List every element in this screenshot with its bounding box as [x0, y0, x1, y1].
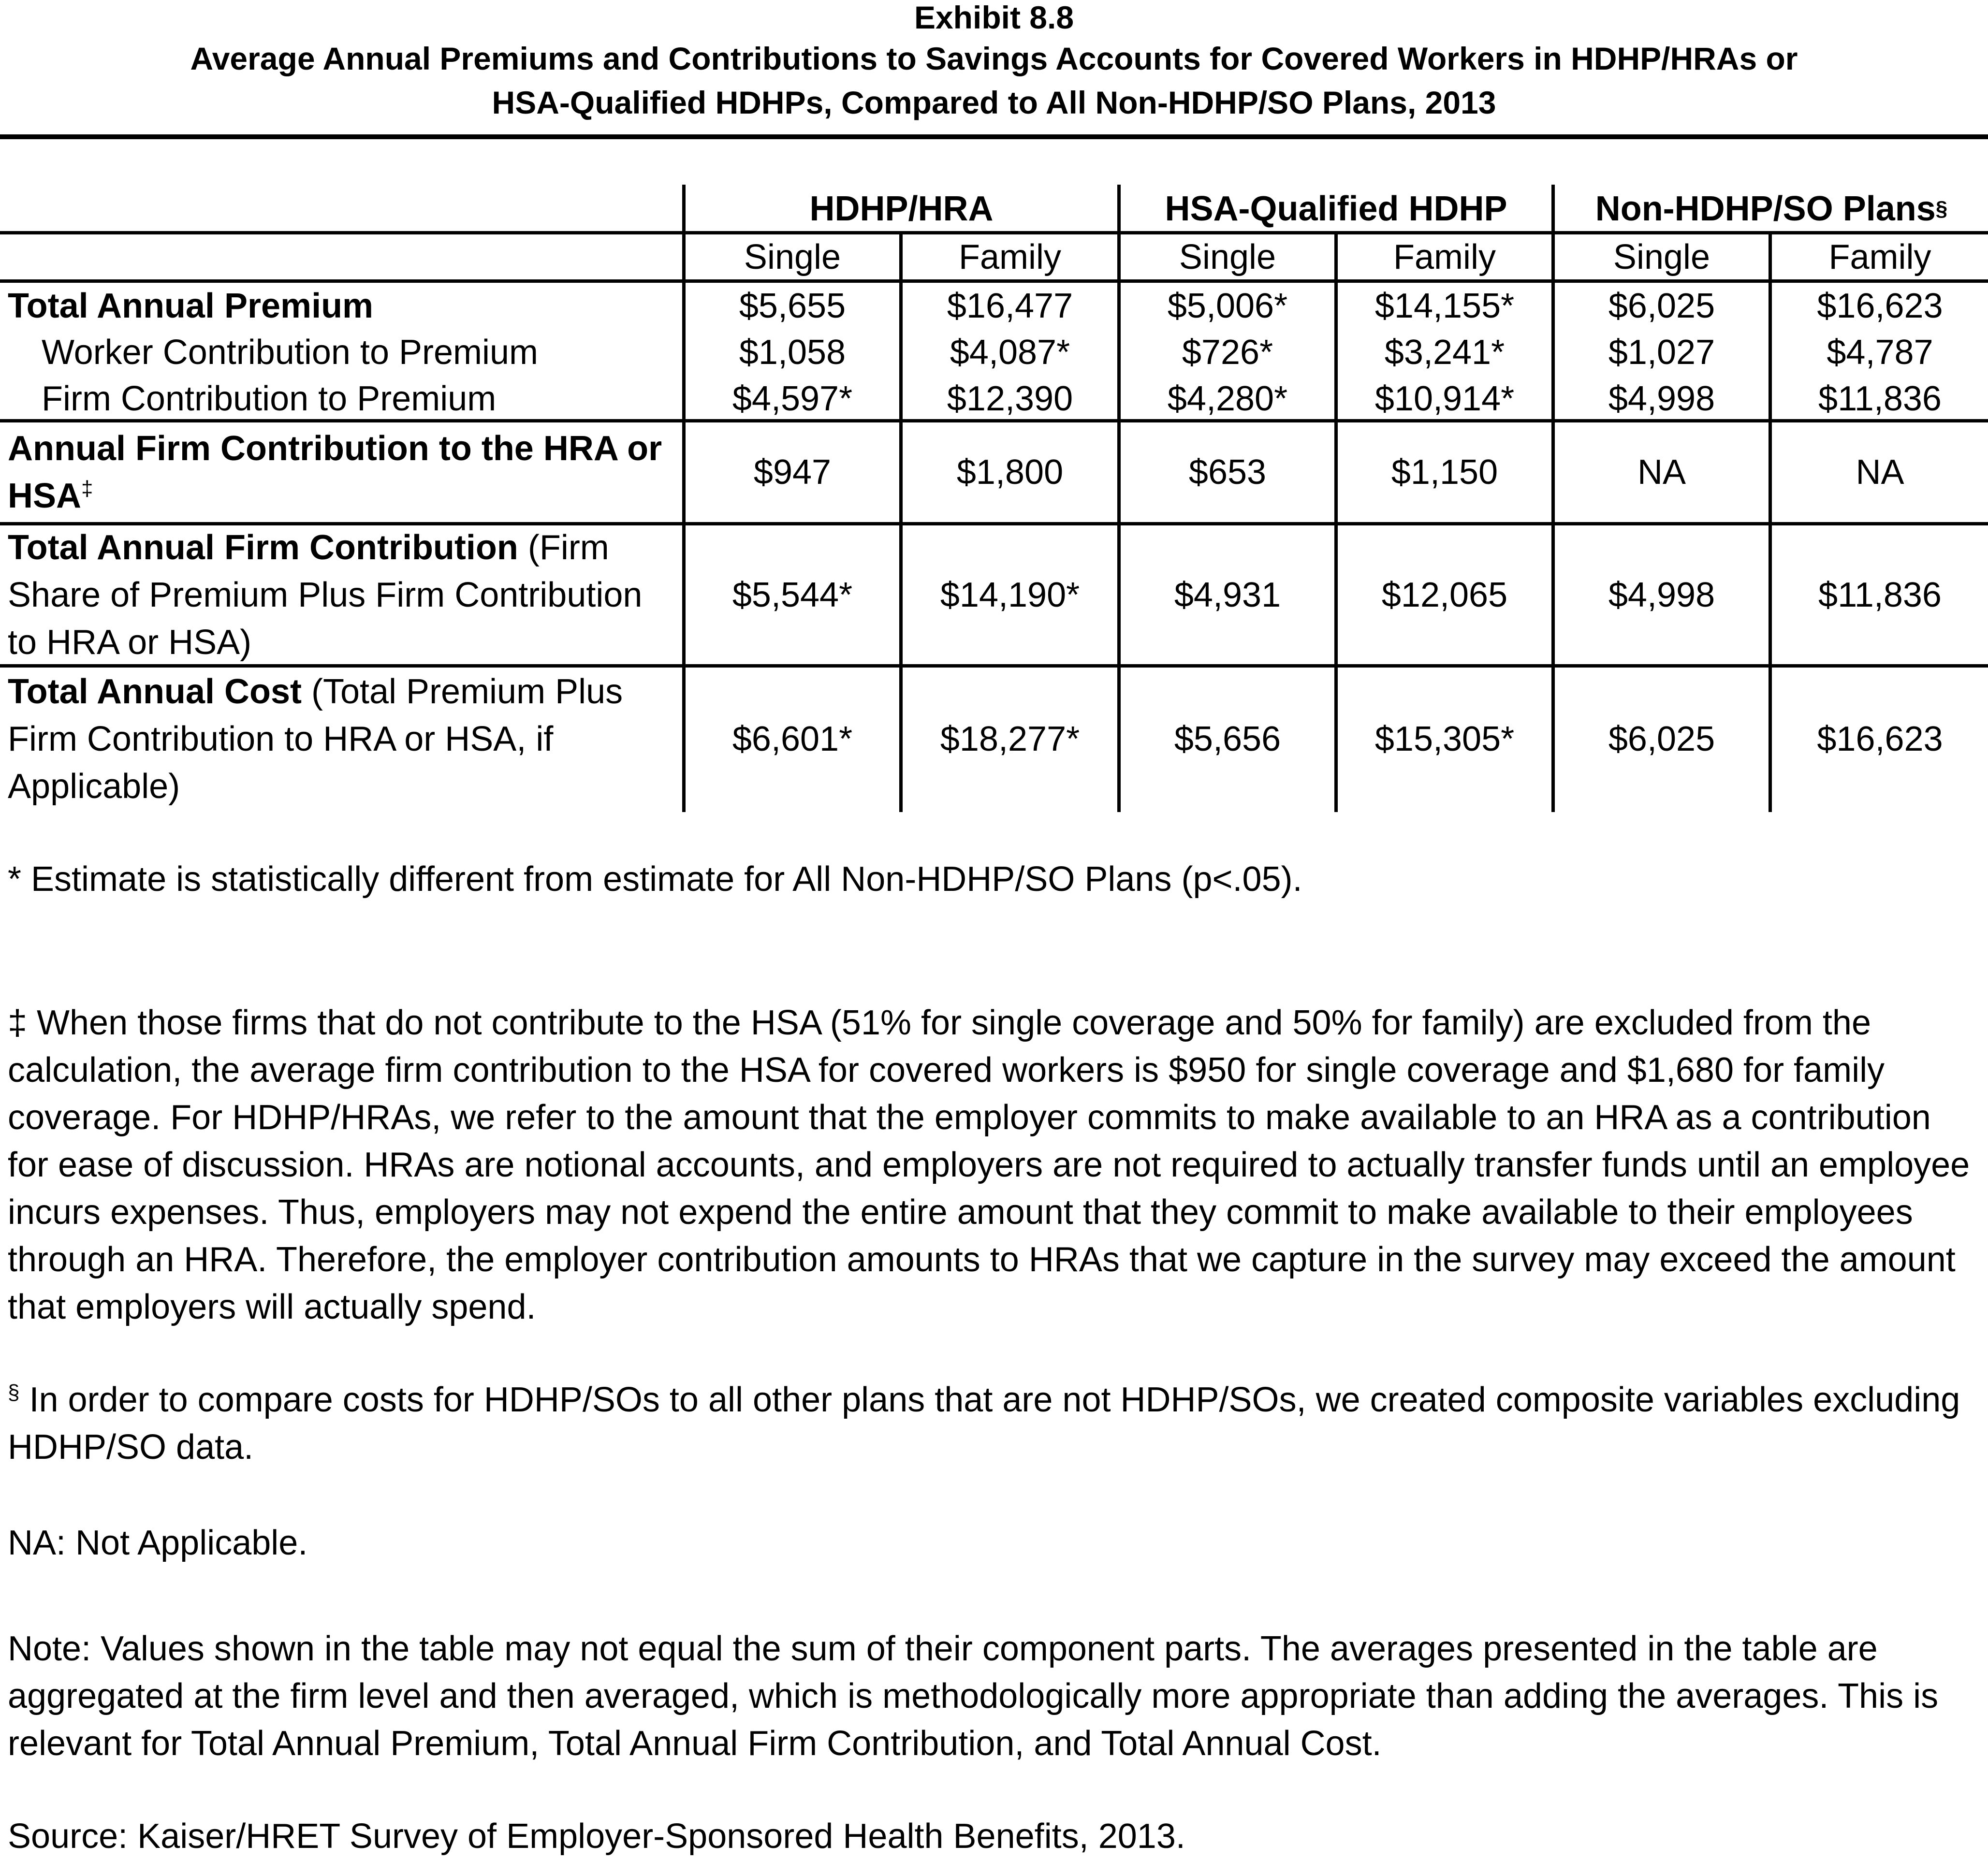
exhibit-number: Exhibit 8.8 [914, 0, 1074, 35]
table-cell: $12,390 [947, 379, 1073, 418]
table-cell: $16,477 [947, 287, 1073, 325]
table-cell: $5,656 [1174, 719, 1281, 758]
footnote-section: § In order to compare costs for HDHP/SOs to all other plans that are not HDHP/SOs, we created composite variables excluding HDHP/SO data. [8, 1380, 1960, 1467]
row-label-firm-contribution: Firm Contribution to Premium [42, 379, 497, 418]
table-divider-col-3 [1334, 231, 1338, 812]
row-label-total-premium: Total Annual Premium [8, 287, 374, 325]
exhibit-title-line-2: HSA-Qualified HDHPs, Compared to All Non-HDHP/SO Plans, 2013 [492, 85, 1496, 120]
table-rule-header [0, 231, 1988, 234]
table-cell: $16,623 [1817, 287, 1943, 325]
table-cell: $12,065 [1381, 575, 1508, 614]
subheader-hsa-single: Single [1179, 237, 1276, 276]
table-divider-label [682, 185, 686, 812]
footnote-asterisk: * Estimate is statistically different from estimate for All Non-HDHP/SO Plans (p<.05). [8, 860, 1302, 899]
table-cell: $4,280* [1167, 379, 1288, 418]
table-cell: $5,544* [732, 575, 853, 614]
table-cell: $4,998 [1608, 575, 1715, 614]
premiums-table [0, 179, 1988, 807]
table-cell: $4,931 [1174, 575, 1281, 614]
title-divider [0, 134, 1988, 139]
table-cell: $14,190* [940, 575, 1080, 614]
subheader-hdhp-hra-single: Single [744, 237, 841, 276]
table-divider-col-2 [1117, 185, 1121, 812]
subheader-non-hdhp-family: Family [1828, 237, 1931, 276]
table-cell: $5,655 [739, 287, 846, 325]
footnote-note: Note: Values shown in the table may not equal the sum of their component parts. The averages presented in the table are aggregated at the firm level and then averaged, which is methodologically more appropriate than adding the averages. This is relevant for Total Annual Premium, Total Annual Firm Contribution, and Total Annual Cost. [8, 1629, 1939, 1763]
table-cell: $653 [1188, 453, 1267, 492]
row-label-total-firm-contribution: Total Annual Firm Contribution (Firm Share of Premium Plus Firm Contribution to HRA or HSA) [8, 528, 643, 662]
table-cell: $5,006* [1167, 287, 1288, 325]
group-header-hdhp-hra: HDHP/HRA [809, 189, 994, 228]
exhibit-title-line-1: Average Annual Premiums and Contributions to Savings Accounts for Covered Workers in HDHP/HRAs or [190, 41, 1798, 76]
table-cell: $11,836 [1818, 575, 1942, 614]
table-cell: $947 [753, 453, 832, 492]
footnote-na: NA: Not Applicable. [8, 1524, 308, 1562]
table-cell: $10,914* [1374, 379, 1515, 418]
group-header-non-hdhp-label: Non-HDHP/SO Plans [1595, 189, 1936, 228]
table-cell: $1,800 [956, 453, 1064, 492]
table-cell: $3,241* [1384, 333, 1505, 372]
subheader-non-hdhp-single: Single [1613, 237, 1710, 276]
table-cell: $11,836 [1818, 379, 1942, 418]
table-cell: NA [1856, 453, 1904, 492]
footnote-double-dagger: ‡ When those firms that do not contribute to the HSA (51% for single coverage and 50% for family) are excluded from the calculation, the average firm contribution to the HSA for covered workers is $950 for single coverage and $1,680 for family coverage. For HDHP/HRAs, we refer to the amount that the employer commits to make available to an HRA as a contribution for ease of discussion. HRAs are notional accounts, and employers are not required to actually transfer funds until an employee incurs expenses. Thus, employers may not expend the entire amount that they commit to make available to their employees through an HRA. Therefore, the employer contribution amounts to HRAs that we capture in the survey may exceed the amount that employers will actually spend. [8, 1003, 1970, 1326]
table-cell: $726* [1182, 333, 1273, 372]
table-cell: $6,025 [1608, 287, 1715, 325]
table-divider-col-4 [1551, 185, 1555, 812]
row-label-worker-contribution: Worker Contribution to Premium [42, 333, 539, 372]
table-cell: $18,277* [940, 719, 1080, 758]
table-cell: $4,998 [1608, 379, 1715, 418]
double-dagger-mark: ‡ [81, 477, 93, 500]
table-cell: $4,087* [950, 333, 1070, 372]
table-cell: $1,027 [1608, 333, 1715, 372]
group-header-non-hdhp: Non-HDHP/SO Plans § [1595, 189, 1948, 228]
subheader-hsa-family: Family [1393, 237, 1496, 276]
table-cell: $6,025 [1608, 719, 1715, 758]
table-cell: $6,601* [732, 719, 853, 758]
table-cell: $4,597* [732, 379, 853, 418]
table-cell: $14,155* [1374, 287, 1515, 325]
table-cell: $16,623 [1817, 719, 1943, 758]
section-footnote-mark: § [8, 1380, 20, 1404]
footnote-source: Source: Kaiser/HRET Survey of Employer-Sponsored Health Benefits, 2013. [8, 1817, 1185, 1856]
table-cell: $4,787 [1827, 333, 1933, 372]
row-label-hra-hsa-contribution: Annual Firm Contribution to the HRA or HSA‡ [8, 429, 662, 515]
table-cell: $15,305* [1374, 719, 1515, 758]
table-cell: $1,058 [739, 333, 846, 372]
exhibit-title-block [0, 0, 1988, 127]
group-header-hsa-hdhp: HSA-Qualified HDHP [1165, 189, 1507, 228]
table-divider-col-1 [899, 231, 903, 812]
table-cell: $1,150 [1391, 453, 1498, 492]
table-cell: NA [1637, 453, 1686, 492]
subheader-hdhp-hra-family: Family [959, 237, 1061, 276]
row-label-total-cost: Total Annual Cost (Total Premium Plus Firm Contribution to HRA or HSA, if Applicable) [8, 672, 623, 806]
table-divider-col-5 [1769, 231, 1772, 812]
